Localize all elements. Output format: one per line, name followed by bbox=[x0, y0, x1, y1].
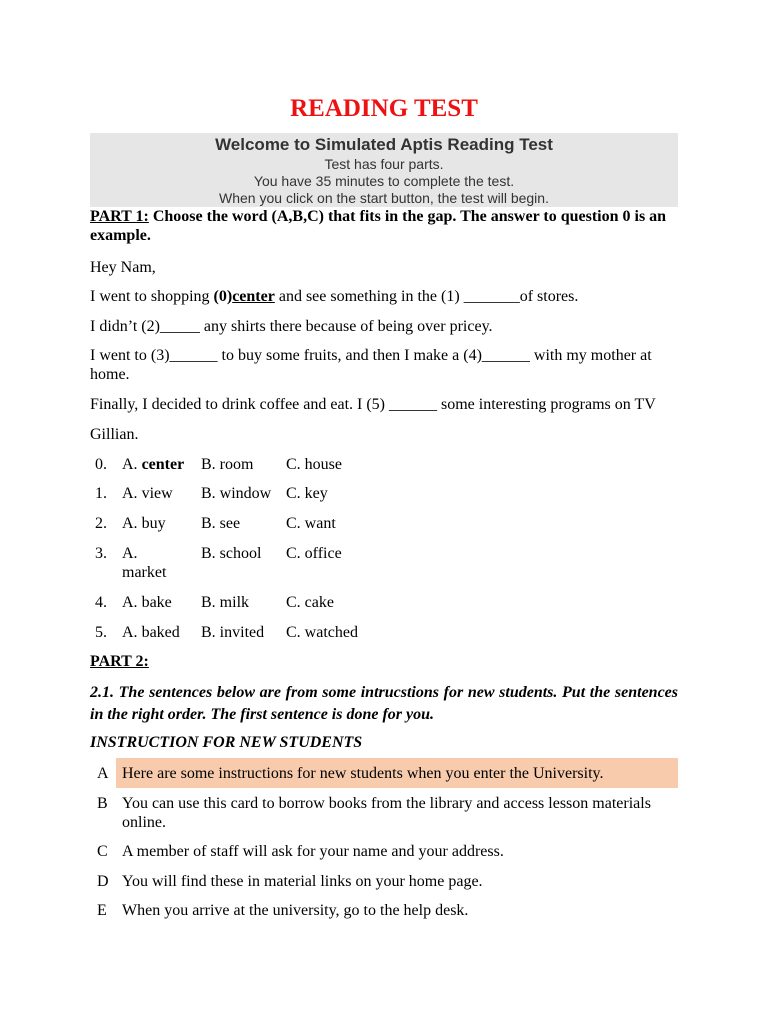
option-a-word: bake bbox=[141, 594, 172, 611]
letter-sentence-4: Finally, I decided to drink coffee and eat. I (5) ______ some interesting programs on TV bbox=[90, 396, 656, 413]
option-a bbox=[122, 593, 198, 612]
option-a-letter: A. bbox=[122, 515, 142, 532]
option-a-letter: A. bbox=[122, 456, 142, 473]
option-a-word: view bbox=[141, 485, 173, 502]
option-b: B. milk bbox=[201, 594, 250, 611]
instruction-heading: INSTRUCTION FOR NEW STUDENTS bbox=[90, 734, 363, 751]
option-number: 5. bbox=[95, 624, 107, 641]
part1-label: PART 1: bbox=[90, 208, 149, 225]
option-a bbox=[122, 514, 198, 533]
letter-signoff: Gillian. bbox=[90, 426, 139, 443]
option-c: C. want bbox=[286, 515, 336, 532]
sentence-1-start: I went to shopping bbox=[90, 288, 214, 305]
banner-line-2: You have 35 minutes to complete the test. bbox=[253, 173, 515, 189]
banner-line-1: Test has four parts. bbox=[324, 156, 444, 172]
letter-sentence-1 bbox=[90, 287, 678, 306]
welcome-banner bbox=[90, 133, 678, 207]
part2-task: 2.1. The sentences below are from some intrucstions for new students. Put the sentences in the right order. The first sentence is done for you. bbox=[90, 684, 678, 723]
letter-sentence-3: I went to (3)______ to buy some fruits, and then I make a (4)______ with my mother at home. bbox=[90, 347, 652, 383]
option-a bbox=[122, 623, 198, 642]
example-answer: center bbox=[232, 288, 275, 305]
option-c: C. office bbox=[286, 545, 342, 562]
sentence-text: Here are some instructions for new students when you enter the University. bbox=[122, 765, 604, 782]
option-a bbox=[122, 544, 182, 582]
sentence-key: A bbox=[97, 765, 109, 782]
sentence-text: You can use this card to borrow books from the library and access lesson materials online. bbox=[122, 795, 651, 831]
sentence-text: A member of staff will ask for your name and your address. bbox=[122, 843, 504, 860]
option-c: C. watched bbox=[286, 624, 358, 641]
option-number: 4. bbox=[95, 594, 107, 611]
sentence-text: When you arrive at the university, go to the help desk. bbox=[122, 902, 469, 919]
option-b: B. window bbox=[201, 485, 272, 502]
option-c: C. key bbox=[286, 485, 328, 502]
sentence-key: C bbox=[97, 843, 108, 860]
letter-sentence-2: I didn’t (2)_____ any shirts there because of being over pricey. bbox=[90, 318, 493, 335]
sentence-key: B bbox=[97, 795, 108, 812]
sentence-1-end: and see something in the (1) _______of stores. bbox=[274, 288, 579, 305]
sentence-text: You will find these in material links on your home page. bbox=[122, 873, 483, 890]
option-number: 2. bbox=[95, 515, 107, 532]
letter-greeting: Hey Nam, bbox=[90, 259, 156, 276]
sentence-key: E bbox=[97, 902, 107, 919]
part1-instruction bbox=[90, 207, 678, 245]
option-a bbox=[122, 455, 198, 474]
option-number: 1. bbox=[95, 485, 107, 502]
option-a-letter: A. bbox=[122, 624, 142, 641]
option-b: B. school bbox=[201, 545, 262, 562]
option-number: 3. bbox=[95, 545, 107, 562]
option-a-word: baked bbox=[141, 624, 180, 641]
option-a bbox=[122, 484, 198, 503]
option-a-word: buy bbox=[141, 515, 166, 532]
option-a-letter: A. bbox=[122, 485, 142, 502]
banner-heading: Welcome to Simulated Aptis Reading Test bbox=[215, 135, 553, 154]
option-a-letter: A. bbox=[122, 594, 142, 611]
option-number: 0. bbox=[95, 456, 107, 473]
option-b: B. room bbox=[201, 456, 254, 473]
option-a-letter: A. bbox=[122, 545, 138, 562]
example-number: (0) bbox=[213, 288, 233, 305]
part2-label: PART 2: bbox=[90, 653, 149, 670]
option-b: B. invited bbox=[201, 624, 265, 641]
banner-line-3: When you click on the start button, the test will begin. bbox=[219, 190, 549, 206]
page-title: READING TEST bbox=[290, 95, 478, 122]
option-a-word: market bbox=[122, 564, 167, 581]
option-c: C. house bbox=[286, 456, 342, 473]
option-a-word: center bbox=[141, 456, 185, 473]
part1-instruction-text: Choose the word (A,B,C) that fits in the gap. The answer to question 0 is an example. bbox=[90, 208, 667, 244]
sentence-key: D bbox=[97, 873, 109, 890]
option-b: B. see bbox=[201, 515, 241, 532]
option-c: C. cake bbox=[286, 594, 334, 611]
